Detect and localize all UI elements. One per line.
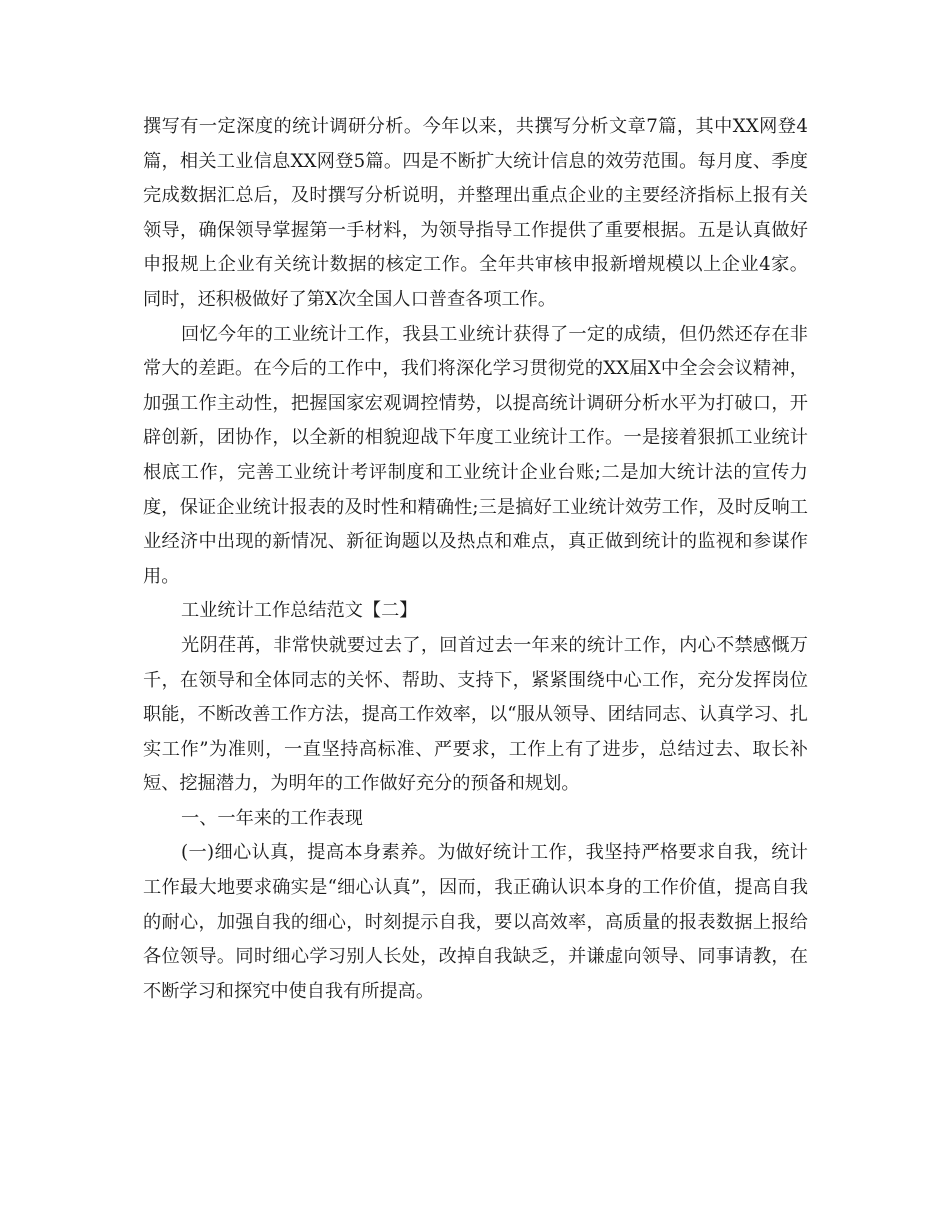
paragraph-continuation: 撰写有一定深度的统计调研分析。今年以来，共撰写分析文章7篇，其中XX网登4篇，相关工业信息XX网登5篇。四是不断扩大统计信息的效劳范围。每月度、季度完成数据汇总后，及时撰写分析说明，并整理出重点企业的主要经济指标上报有关领导，确保领导掌握第一手材料，为领导指导工作提供了重要根据。五是认真做好申报规上企业有关统计数据的核定工作。全年共审核申报新增规模以上企业4家。同时，还积极做好了第X次全国人口普查各项工作。: [143, 116, 808, 310]
section-title: 工业统计工作总结范文【二】: [181, 600, 418, 622]
subsection-heading: 一、一年来的工作表现: [181, 807, 363, 829]
paragraph-intro: 光阴荏苒，非常快就要过去了，回首过去一年来的统计工作，内心不禁感慨万千，在领导和全体同志的关怀、帮助、支持下，紧紧围绕中心工作，充分发挥岗位职能，不断改善工作方法，提高工作效率，以“服从领导、团结同志、认真学习、扎实工作”为准则，一直坚持高标准、严要求，工作上有了进步，总结过去、取长补短、挖掘潜力，为明年的工作做好充分的预备和规划。: [143, 634, 808, 795]
paragraph-review: 回忆今年的工业统计工作，我县工业统计获得了一定的成绩，但仍然还存在非常大的差距。在今后的工作中，我们将深化学习贯彻党的XX届X中全会会议精神，加强工作主动性，把握国家宏观调控情势，以提高统计调研分析水平为打破口，开辟创新，团协作，以全新的相貌迎战下年度工业统计工作。一是接着狠抓工业统计根底工作，完善工业统计考评制度和工业统计企业台账;二是加大统计法的宣传力度，保证企业统计报表的及时性和精确性;三是搞好工业统计效劳工作，及时反响工业经济中出现的新情况、新征询题以及热点和难点，真正做到统计的监视和参谋作用。: [143, 323, 808, 587]
paragraph-point-one: (一)细心认真，提高本身素养。为做好统计工作，我坚持严格要求自我，统计工作最大地要求确实是“细心认真”，因而，我正确认识本身的工作价值，提高自我的耐心，加强自我的细心，时刻提示自我，要以高效率，高质量的报表数据上报给各位领导。同时细心学习别人长处，改掉自我缺乏，并谦虚向领导、同事请教，在不断学习和探究中使自我有所提高。: [143, 842, 808, 1002]
document-body: [143, 110, 808, 1009]
